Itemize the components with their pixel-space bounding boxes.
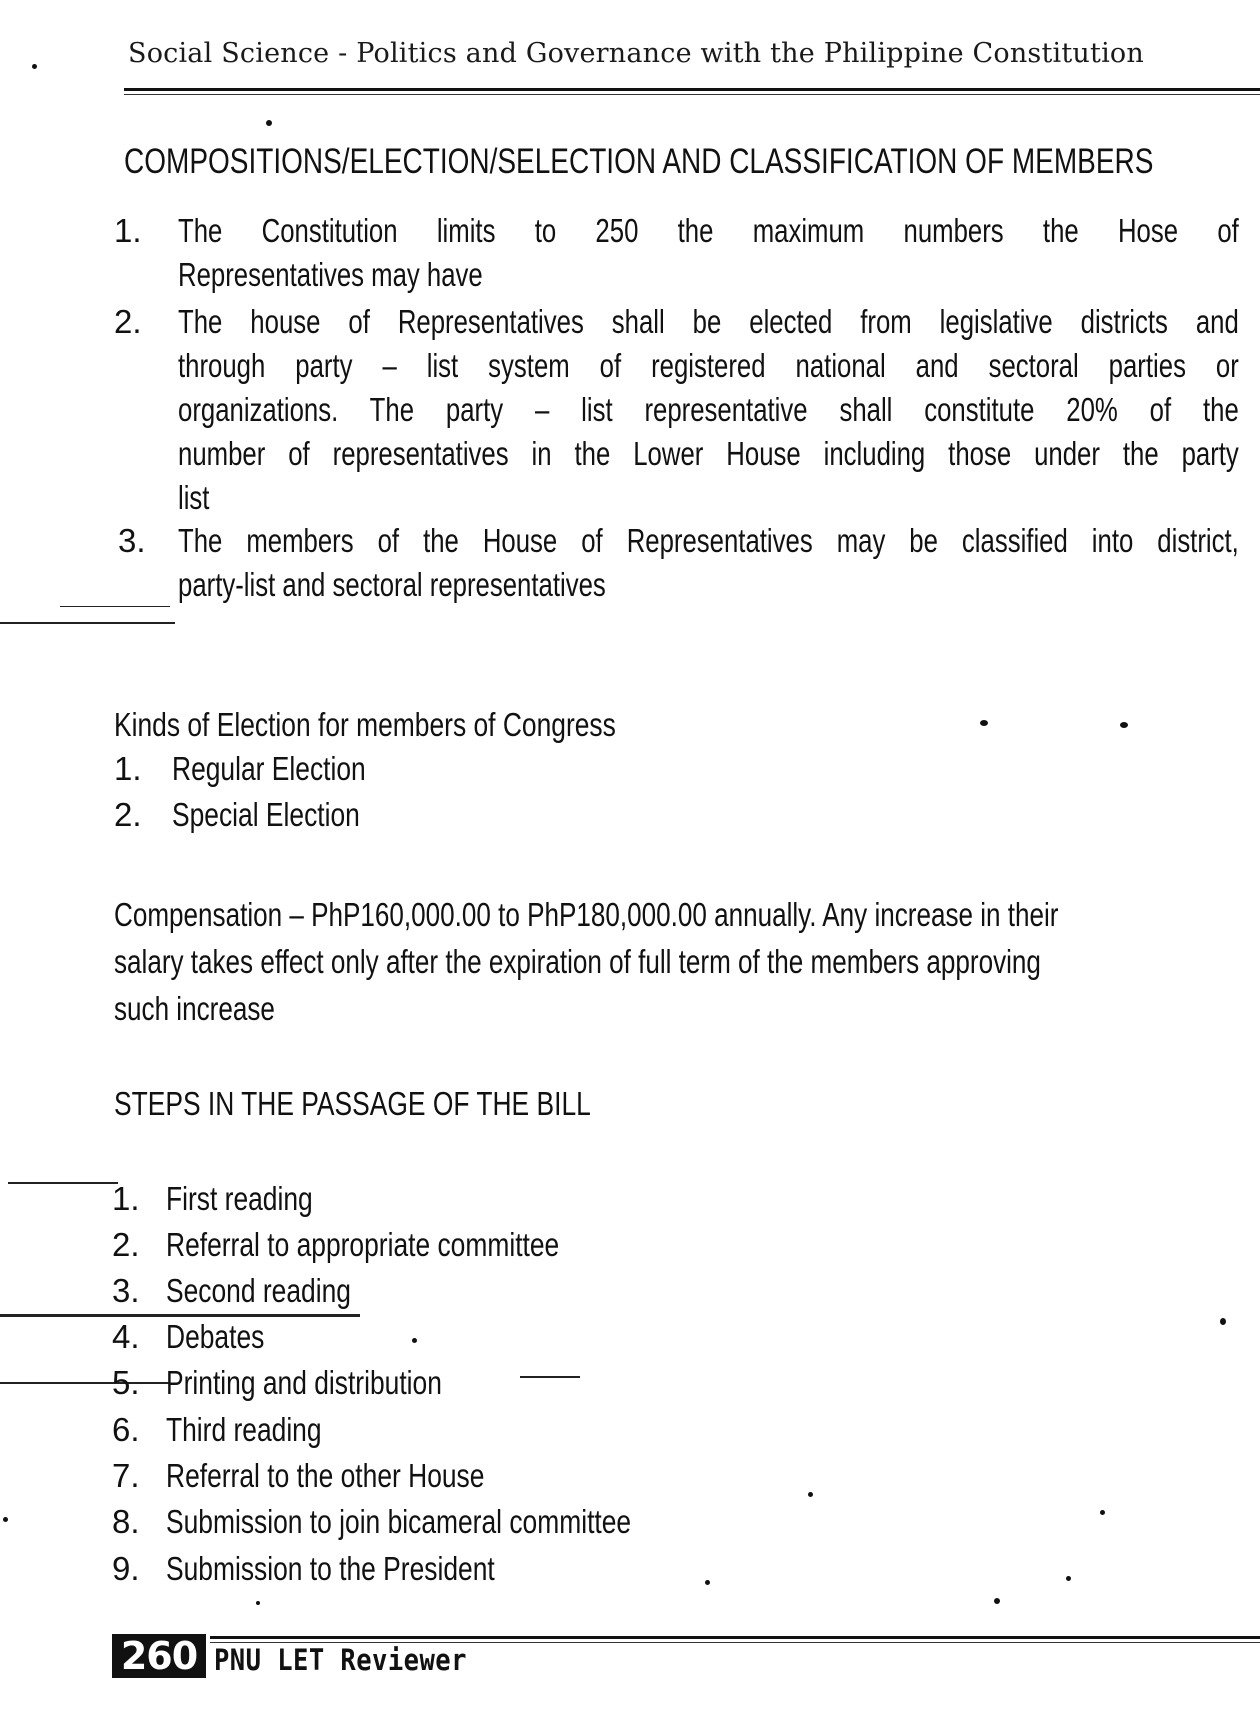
scan-speck [32,64,37,69]
scan-speck [1220,1318,1226,1325]
step-text: Printing and distribution [166,1364,442,1401]
election-kinds-heading-text: Kinds of Election for members of Congress [114,706,616,743]
step-item [166,1272,397,1310]
compensation-text: salary takes effect only after the expiration of full term of the members approving [114,943,1041,980]
step-number: 6. [112,1411,140,1448]
list-item-line [178,212,1240,250]
step-number: 9. [112,1550,140,1587]
step-item [166,1364,511,1402]
list-item-text: Special Election [172,796,360,833]
list-item-line [178,566,726,604]
footer-book-title-text: PNU LET Reviewer [214,1643,467,1677]
step-number: 5. [112,1364,140,1401]
section-title-text: COMPOSITIONS/ELECTION/SELECTION AND CLASSIFICATION OF MEMBERS [124,142,1154,181]
step-text: Referral to appropriate committee [166,1226,560,1263]
step-number: 7. [112,1457,140,1494]
list-item-text: list [178,479,210,516]
list-item-text: party-list and sectoral representatives [178,566,606,603]
scan-speck [994,1598,1000,1604]
scan-speck [980,720,988,726]
scan-speck [1066,1576,1071,1581]
step-text: First reading [166,1180,313,1217]
step-item [166,1226,658,1264]
steps-title-text: STEPS IN THE PASSAGE OF THE BILL [114,1085,591,1122]
election-kinds-heading [114,706,741,744]
list-item-line [178,522,1240,560]
list-item-text: The members of the House of Representatives may be classified into district, [178,522,1239,559]
scan-artifact-line [0,622,175,624]
step-number: 3. [112,1272,140,1309]
step-item [166,1318,289,1356]
list-item-number: 2. [114,303,142,340]
list-item-line [178,256,569,294]
list-item-text: through party – list system of registered national and sectoral parties or [178,347,1239,384]
step-text: Debates [166,1318,265,1355]
header-rule-thin [124,94,1260,95]
compensation-text: Compensation – PhP160,000.00 to PhP180,000.00 annually. Any increase in their [114,896,1059,933]
list-item-number: 2. [114,796,142,833]
step-number: 2. [112,1226,140,1263]
step-text: Third reading [166,1411,322,1448]
list-item-text: The Constitution limits to 250 the maximum numbers the Hose of [178,212,1239,249]
list-item-line [178,347,1240,385]
compensation-line [114,943,1260,981]
page-number-badge: 260 [112,1634,206,1678]
list-item-text: number of representatives in the Lower House including those under the party [178,435,1239,472]
step-text: Referral to the other House [166,1457,485,1494]
scan-speck [1120,722,1128,728]
list-item-text: Representatives may have [178,256,483,293]
list-item-text: The house of Representatives shall be elected from legislative districts and [178,303,1239,340]
scan-artifact-line [60,606,170,607]
scan-artifact-line [0,1382,170,1384]
compensation-line [114,896,1260,934]
step-number: 4. [112,1318,140,1355]
list-item-number: 3. [118,522,146,559]
scan-artifact-line [520,1376,580,1378]
list-item-line [178,479,218,517]
step-item [166,1503,747,1541]
compensation-text: such increase [114,990,275,1027]
step-number: 1. [112,1180,140,1217]
scan-speck [808,1492,813,1497]
step-item [166,1550,577,1588]
list-item-number: 1. [114,212,142,249]
section-title [124,142,1260,182]
scan-speck [266,120,272,126]
list-item [172,796,407,834]
steps-title [114,1085,710,1123]
list-item [172,750,414,788]
footer-book-title [214,1643,501,1677]
list-item-line [178,391,1240,429]
scan-speck [3,1517,8,1522]
step-number: 8. [112,1503,140,1540]
scan-speck [256,1601,260,1605]
list-item-line [178,435,1240,473]
footer-rule [210,1636,1260,1639]
step-text: Submission to the President [166,1550,495,1587]
scan-speck [412,1338,417,1343]
compensation-line [114,990,318,1028]
list-item-text: organizations. The party – list representative shall constitute 20% of the [178,391,1239,428]
list-item-number: 1. [114,750,142,787]
scan-artifact-line [8,1182,118,1184]
list-item-line [178,303,1240,341]
list-item-text: Regular Election [172,750,366,787]
step-item [166,1457,564,1495]
step-item [166,1411,360,1449]
step-item [166,1180,349,1218]
step-text: Submission to join bicameral committee [166,1503,632,1540]
scan-speck [1100,1510,1105,1515]
step-text: Second reading [166,1272,351,1309]
running-header: Social Science - Politics and Governance with the Philippine Constitution [128,38,1144,69]
scan-artifact-line [0,1314,360,1317]
header-rule [124,88,1260,91]
scan-speck [705,1580,710,1585]
